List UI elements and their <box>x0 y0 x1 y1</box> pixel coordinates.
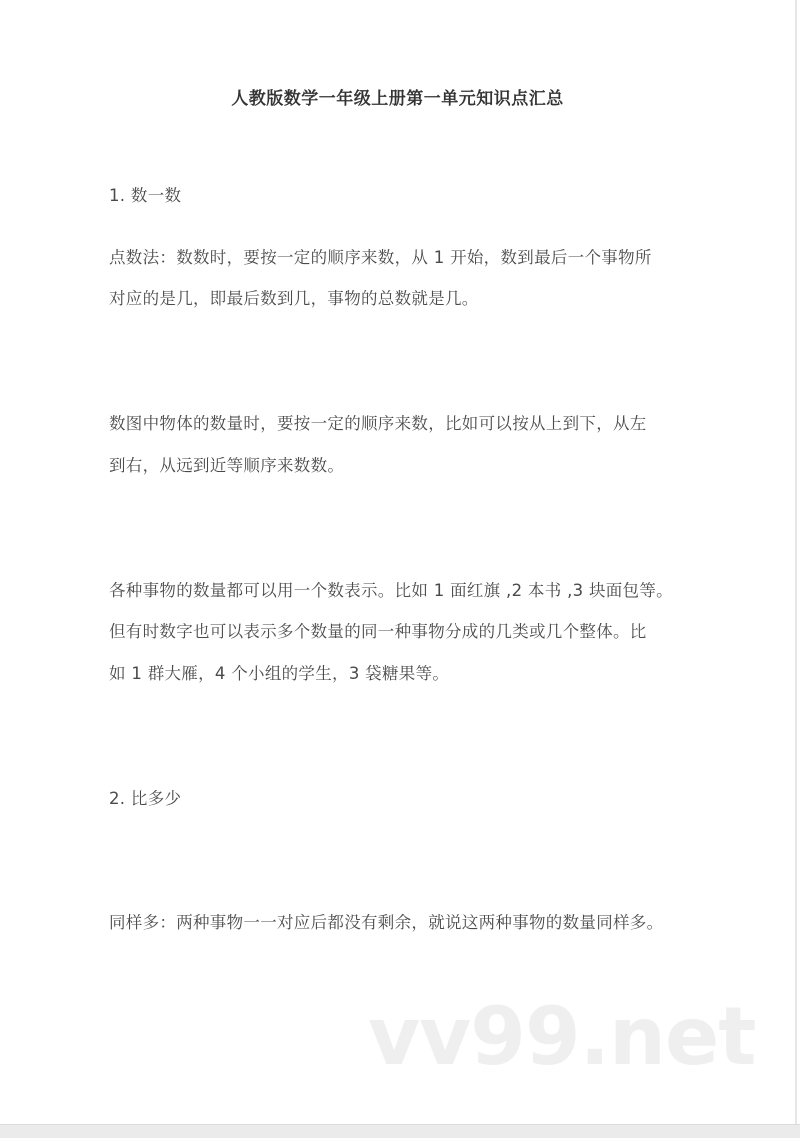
watermark: vv99.net <box>368 990 756 1083</box>
document-title: 人教版数学一年级上册第一单元知识点汇总 <box>231 89 564 109</box>
paragraph-line: 如 1 群大雁，4 个小组的学生，3 袋糖果等。 <box>109 664 450 683</box>
section-heading-2: 2. 比多少 <box>109 789 182 808</box>
paragraph-line: 对应的是几，即最后数到几，事物的总数就是几。 <box>109 289 479 308</box>
paragraph-line: 同样多：两种事物一一对应后都没有剩余，就说这两种事物的数量同样多。 <box>109 913 664 932</box>
paragraph-line: 到右，从远到近等顺序来数数。 <box>109 456 345 475</box>
section-heading-1: 1. 数一数 <box>109 186 182 205</box>
paragraph-line: 数图中物体的数量时，要按一定的顺序来数，比如可以按从上到下，从左 <box>109 414 647 433</box>
paragraph-line: 点数法：数数时，要按一定的顺序来数，从 1 开始，数到最后一个事物所 <box>109 248 652 267</box>
paragraph-line: 各种事物的数量都可以用一个数表示。比如 1 面红旗 ,2 本书 ,3 块面包等。 <box>109 581 673 600</box>
page-bottom-edge <box>0 1124 800 1138</box>
paragraph-line: 但有时数字也可以表示多个数量的同一种事物分成的几类或几个整体。比 <box>109 622 647 641</box>
